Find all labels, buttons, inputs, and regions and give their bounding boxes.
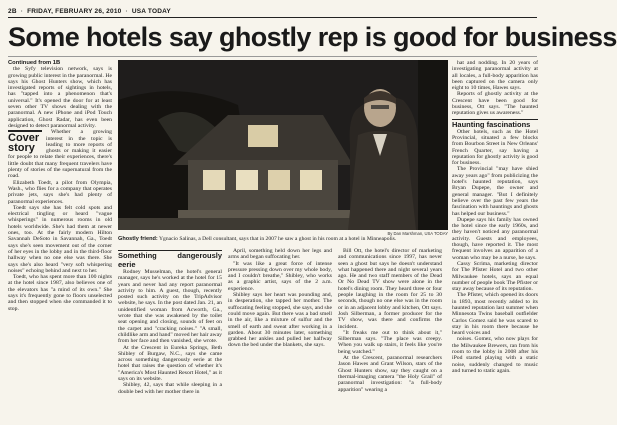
paragraph: April, something held down her legs and arms and began suffocating her.: [228, 248, 332, 261]
continued-from: Continued from 1B: [8, 60, 61, 66]
paragraph: At the Crescent, paranormal researchers Jason Hawes and Grant Wilson, stars of the Ghost Hunters show, say they caught on a thermal-imaging camera "the Holy Grail" of paranormal investigation: "a full-body apparition" wearing a: [338, 355, 442, 393]
paragraph: Toedt says she has felt cold spots and electrical tingling or heard "vague whisperings" in numerous rooms in old hotels worldwide. She's had them at newer ones, too. At the fairly modern Hilton Savannah DeSoto in Savannah, Ga., Toedt says she's seen movement out of the corner of her eyes in the lobby and in the third-floor hallway when no one else was there. She says she's also heard "very soft whispering noises" echoing behind and next to her.: [8, 204, 112, 274]
hotel-photo: [118, 60, 448, 230]
column-5: [452, 60, 538, 418]
masthead-separator: ·: [20, 7, 24, 15]
paragraph: Rodney Musselman, the hotel's general manager, says he's worked at the hotel for 15 years and never had any report paranormal activity to him. A guest, though, recently posted such activity on the TripAdvisor website, he says. In the post dated Jan. 21, an unidentified woman from Acworth, Ga., wrote that she was awakened by the toilet seat opening and closing, sounds of feet on the carpet and "cracking noises." "A small, childlike arm and hand" moved her hair away from her face and then vanished, she wrote.: [118, 269, 222, 345]
publication-name: USA TODAY: [131, 7, 171, 15]
issue-date: FRIDAY, FEBRUARY 26, 2010: [27, 7, 122, 15]
paragraph: hat and nodding. In 20 years of investigating paranormal activity at all locales, a full-body apparition has been captured on the camera only eight to 10 times, Hawes says.: [452, 60, 538, 92]
column-4: [338, 248, 442, 418]
photo-caption: [118, 236, 448, 242]
paragraph: Dupepe says his family has owned the hotel since the early 1960s, and they haven't noticed any paranormal activity. Guests and employees, though, have reported it. The most frequent involves an apparition of a woman who may be a nurse, he says.: [452, 216, 538, 261]
caption-label: Ghostly friend:: [118, 236, 158, 242]
paragraph: At the Crescent in Eureka Springs, Beth Shibley of Burgaw, N.C., says she came across something dangerously eerie at the hotel that raises the question of whether it's "America's Most Haunted Resort Hotel," as it says on its website.: [118, 344, 222, 383]
paragraph: Cassy Scrima, marketing director for The Pfister Hotel and two other Milwaukee hotels, says an equal number of people book The Pfister or stay away because of its reputation.: [452, 260, 538, 293]
paragraph: The Provincial "may have shied away years ago" from publicizing the hotel's haunted reputation, says Bryan Dupepe, the owner and general manager. "But I definitely believe over the past few years the fascination with hauntings and ghosts has helped our business.": [452, 166, 538, 217]
paragraph: noises. Gomez, who now plays for the Milwaukee Brewers, ran from his room to the lobby in 2008 after his iPod started playing with a static noise, suddenly changed to music and turned to static again.: [452, 336, 538, 374]
column-3: [228, 248, 332, 418]
caption-text: Ygnacio Salinas, a Dell consultant, says that in 2007 he saw a ghost in his room at a hotel in Minneapolis.: [158, 236, 397, 242]
headline-rule: [8, 56, 537, 57]
paragraph: Toedt, who has spent more than 100 nights at the hotel since 1987, also believes one of the elevators has "a mind of its own." She says it's frequently gone to floors unselected and then stopped when she commanded it to stop.: [8, 274, 112, 312]
subhead-haunting-fascinations: Haunting fascinations: [452, 119, 531, 129]
paragraph: "It freaks me out to think about it," Silberman says. "The place was creepy. When you walk up stairs, it feels like you're being watched.": [338, 329, 442, 355]
photo-credit: By Dan Marshman, USA TODAY: [387, 231, 448, 236]
paragraph: Other hotels, such as the Hotel Provincial, situated a few blocks from Bourbon Street in New Orleans' French Quarter, say having a reputation for ghostly activity is good for business.: [452, 128, 538, 167]
paragraph: Whether a growing interest in the topic is leading to more reports of ghosts or making it easier for people to relate their experiences, there's little doubt that many frequent travelers have plenty of stories of the supernatural from the road.: [8, 129, 112, 180]
paragraph: the Syfy television network, says is growing public interest in the paranormal. He says his Ghost Hunters show, which has investigated reports of sightings in hotels, has "tapped into a phenomenon that's universal." It's opened the door for at least seven other TV shows dealing with the paranormal. A new iPhone and iPod Touch application, Ghost Radar, has even been designed to detect paranormal activity.: [8, 66, 112, 129]
cover-story-label: Cover story: [8, 130, 42, 153]
column-1: [8, 60, 112, 418]
paragraph: The Pfister, which opened its doors in 1893, most recently added to its haunted reputation last summer when Minnesota Twins baseball outfielder Carlos Gomez said he was scared to stay in his room there because he heard voices and: [452, 292, 538, 337]
paragraph: Shibley, 42, says that while sleeping in a double bed with her mother there in: [118, 382, 222, 395]
top-rule: [8, 17, 537, 18]
paragraph: "It was like a great force of intense pressure pressing down over my whole body, and I couldn't breathe," Shibley, who works as a graphic artist, says of the 2 a.m. experience.: [228, 260, 332, 292]
ghostly-hotel-image: [118, 60, 448, 230]
paragraph: Bill Ott, the hotel's director of marketing and communications since 1997, has never seen a ghost but says he doesn't understand what happened there and night several years ago. He and two staff members of the Dead Or No Dead TV show were alone in the hotel's dining room. They heard three or four people laughing in the room for 25 to 30 seconds, though no one else was in the room or in an adjacent lobby and kitchen, Ott says. Josh Silberman, a former producer for the TV show, was there and confirms the incident.: [338, 248, 442, 330]
column-2: [118, 248, 222, 418]
masthead-separator: ·: [125, 7, 128, 15]
paragraph: Shibley says her heart was pounding and, in desperation, she tapped her mother. The suffocating feeling stopped, she says, and she could move again. But there was a bad smell in the air, like a mixture of sulfur and the smell of earth and sweat after working in a garden. About 30 minutes later, something grabbed her ankles and pulled her halfway down the bed under the blankets, she says.: [228, 292, 332, 349]
subhead-something-dangerously-eerie: Something dangerously eerie: [118, 251, 222, 269]
headline: Some hotels say ghostly rep is good for business: [8, 22, 617, 52]
masthead: [8, 6, 537, 16]
paragraph: Reports of ghostly activity at the Crescent have been good for business, Ott says. "The haunted reputation gives us awareness.": [452, 91, 538, 117]
paragraph: Elizabeth Toedt, a pilot from Olympia, Wash., who flies for a company that operates private jets, says she's had plenty of paranormal experiences.: [8, 179, 112, 205]
page-number: 2B: [8, 7, 17, 15]
